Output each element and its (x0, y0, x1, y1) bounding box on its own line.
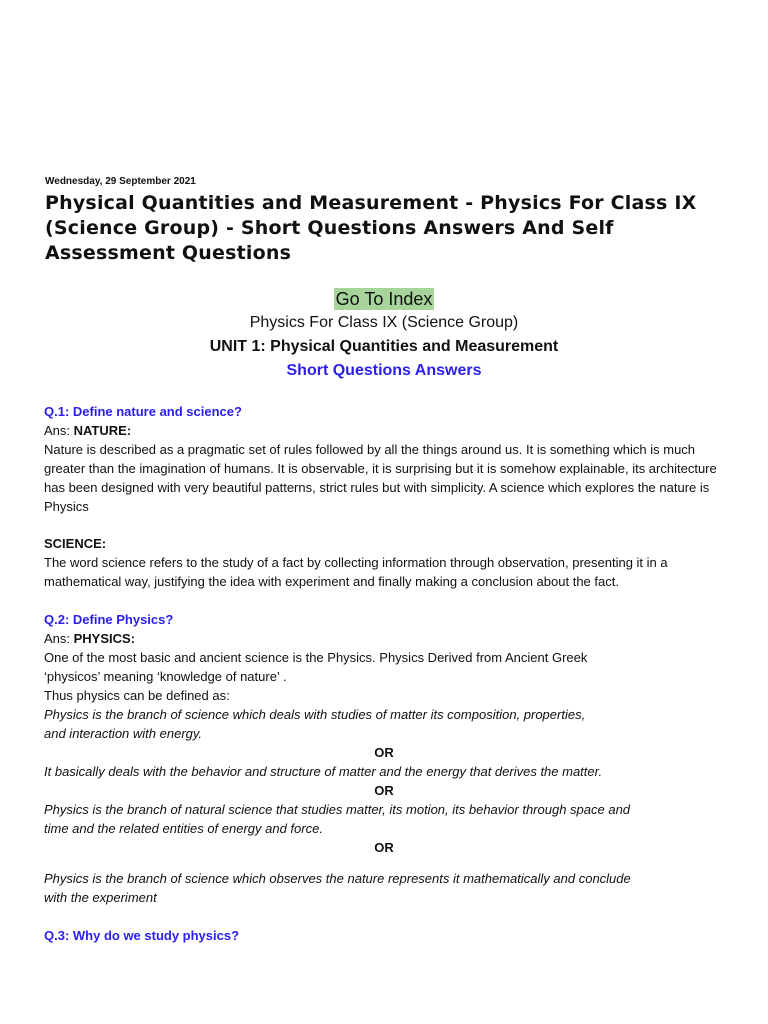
ans-prefix: Ans: (44, 423, 74, 438)
physics-thus: Thus physics can be defined as: (44, 688, 230, 703)
unit-title: UNIT 1: Physical Quantities and Measurement (209, 338, 559, 355)
definition-1-line-2: and interaction with energy. (44, 726, 203, 741)
post-date: Wednesday, 29 September 2021 (45, 176, 196, 187)
science-label: SCIENCE: (44, 536, 107, 551)
section-title: Short Questions Answers (286, 362, 482, 379)
or-separator: OR (374, 745, 394, 760)
answer-2-heading (44, 629, 724, 648)
blog-post (44, 176, 724, 945)
or-separator: OR (374, 783, 394, 798)
answer-1-heading (44, 421, 724, 440)
question-1: Q.1: Define nature and science? (44, 404, 242, 419)
nature-label: NATURE: (73, 423, 132, 438)
definition-3-line-2: time and the related entities of energy and force. (44, 821, 323, 836)
ans-prefix: Ans: (44, 631, 74, 646)
post-title[interactable]: Physical Quantities and Measurement - Physics For Class IX (Science Group) - Short Questions Answers And Self Assessment Questions (45, 192, 697, 264)
nature-paragraph: Nature is described as a pragmatic set of rules followed by all the things around us. It is something which is much greater than the imagination of humans. It is observable, it is surprising but it is somehow explainable, its architecture has been designed with very beautiful patterns, strict rules but with simplicity. A science which explores the nature is Physics (44, 442, 717, 514)
definition-4-line-2: with the experiment (44, 890, 157, 905)
header-block (44, 288, 724, 383)
question-3: Q.3: Why do we study physics? (44, 928, 240, 943)
definition-2: It basically deals with the behavior and structure of matter and the energy that derives the matter. (44, 764, 603, 779)
physics-label: PHYSICS: (73, 631, 136, 646)
definition-4-line-1: Physics is the branch of science which observes the nature represents it mathematically and conclude (44, 871, 631, 886)
science-paragraph: The word science refers to the study of a fact by collecting information through observation, presenting it in a mathematical way, justifying the idea with experiment and finally making a conclusion about the fact. (44, 555, 668, 589)
question-2: Q.2: Define Physics? (44, 612, 174, 627)
or-separator: OR (374, 840, 394, 855)
book-title: Physics For Class IX (Science Group) (249, 314, 519, 331)
definition-3-line-1: Physics is the branch of natural science that studies matter, its motion, its behavior through space and (44, 802, 631, 817)
physics-intro-line-2: ‘physicos’ meaning ‘knowledge of nature’ . (44, 669, 287, 684)
go-to-index-link[interactable]: Go To Index (335, 289, 433, 309)
physics-intro-line-1: One of the most basic and ancient science is the Physics. Physics Derived from Ancient Greek (44, 650, 588, 665)
definition-1-line-1: Physics is the branch of science which deals with studies of matter its composition, properties, (44, 707, 586, 722)
